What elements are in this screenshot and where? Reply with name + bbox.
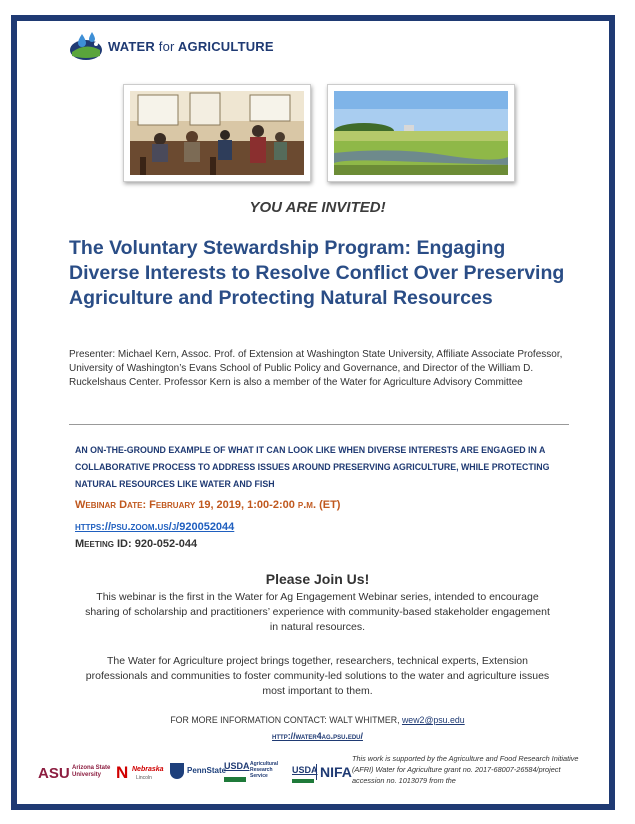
contact-line — [0, 715, 635, 725]
series-description: This webinar is the first in the Water for Ag Engagement Webinar series, intended to encourage sharing of scholarship and practitioners’ experience with community-based stakeholder engagement in natural resources. — [85, 591, 550, 633]
presenter-info: Presenter: Michael Kern, Assoc. Prof. of Extension at Washington State University, Affiliate Associate Professor, University of Washington’s Evans School of Public Policy and Governance, and Director of the William D. Ruckelshaus Center. Professor Kern is also a member of the Water for Agriculture Advisory Committee — [69, 349, 563, 388]
zoom-link[interactable]: https://psu.zoom.us/j/920052044 — [75, 521, 235, 533]
pennstate-shield-icon — [170, 763, 184, 779]
water-drop-farm-icon — [68, 30, 104, 62]
join-heading: Please Join Us! — [265, 571, 370, 587]
asu-logo: ASU — [38, 765, 70, 782]
section-divider — [69, 424, 569, 425]
usda-stripe-icon — [224, 777, 246, 782]
logo-word-for: for — [158, 38, 175, 54]
funding-acknowledgement: This work is supported by the Agriculture and Food Research Initiative (AFRI) Water for Agriculture grant no. 2017-68007-26584/project accession no. 1013079 from the — [352, 754, 579, 785]
usda-logo-1: USDA — [224, 761, 250, 771]
logo-word-water: WATER — [108, 38, 155, 54]
project-description: The Water for Agriculture project brings together, researchers, technical experts, Extension professionals and communities to foster community-led solutions to the water and agriculture issues most important to them. — [85, 655, 550, 697]
usda-stripe-icon-2 — [292, 779, 314, 783]
website-link[interactable]: http://water4ag.psu.edu/ — [272, 731, 363, 741]
invitation-heading: YOU ARE INVITED! — [249, 199, 386, 216]
nebraska-sub: Lincoln — [136, 775, 152, 781]
meeting-room-photo — [123, 84, 311, 182]
contact-label: FOR MORE INFORMATION CONTACT: WALT WHITMER, — [170, 715, 402, 725]
farmland-river-photo — [327, 84, 515, 182]
water-for-agriculture-logo — [68, 30, 274, 62]
meeting-id: Meeting ID: 920-052-044 — [75, 538, 198, 550]
logo-word-agriculture: AGRICULTURE — [177, 38, 274, 54]
contact-email-link[interactable]: wew2@psu.edu — [401, 715, 465, 725]
nebraska-n-icon: N — [116, 763, 129, 782]
usda-logo-2: USDA — [292, 765, 318, 775]
pennstate-logo: PennState — [187, 766, 227, 775]
asu-name: Arizona State University — [72, 765, 111, 778]
logo-wordmark — [108, 39, 274, 54]
webinar-date: Webinar Date: February 19, 2019, 1:00-2:00 p.m. (ET) — [75, 499, 341, 511]
webinar-summary: AN ON-THE-GROUND EXAMPLE OF WHAT IT CAN LOOK LIKE WHEN DIVERSE INTERESTS ARE ENGAGED IN A COLLABORATIVE PROCESS TO ADDRESS ISSUES AROUND PRESERVING AGRICULTURE, WHILE PROTECTING NATURAL RESOURCES LIKE WATER AND FISH — [75, 445, 550, 489]
webinar-title: The Voluntary Stewardship Program: Engaging Diverse Interests to Resolve Conflict Over Preserving Agriculture and Protecting Natural Resources — [69, 237, 565, 309]
nifa-logo: NIFA — [316, 764, 352, 780]
nebraska-logo: Nebraska — [132, 766, 164, 773]
ars-logo: Agricultural Research Service — [250, 761, 279, 779]
